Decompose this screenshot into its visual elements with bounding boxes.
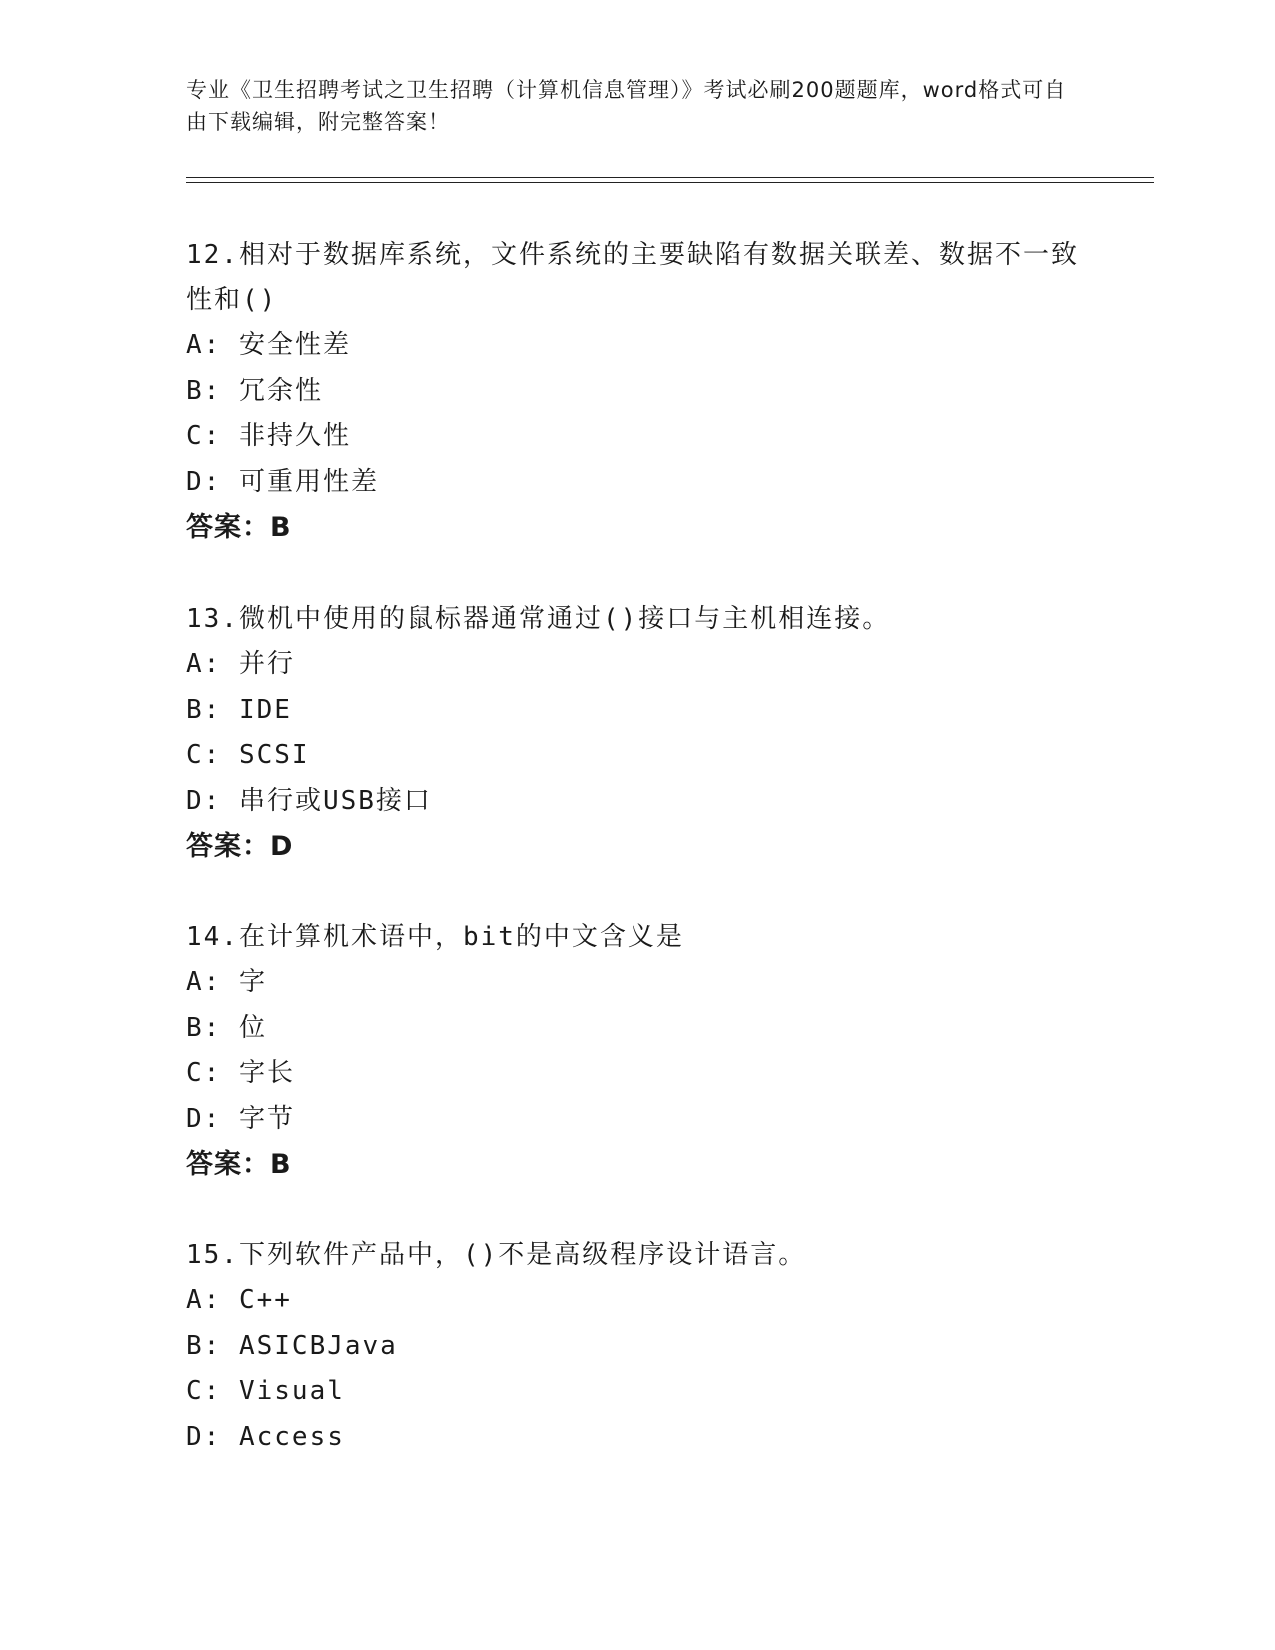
question-stem: 12.相对于数据库系统，文件系统的主要缺陷有数据关联差、数据不一致性和() — [186, 240, 1079, 315]
question-15 — [186, 1233, 1086, 1460]
option-a: A: C++ — [186, 1285, 292, 1315]
option-d: D: 可重用性差 — [186, 466, 379, 497]
question-stem: 14.在计算机术语中，bit的中文含义是 — [186, 922, 684, 952]
option-c: C: 字长 — [186, 1058, 295, 1088]
option-b: B: 冗余性 — [186, 375, 323, 406]
document-header: 专业《卫生招聘考试之卫生招聘（计算机信息管理）》考试必刷200题题库，word格式可自由下载编辑，附完整答案！ — [186, 78, 1067, 134]
answer-label: 答案：D — [186, 831, 294, 862]
option-d: D: Access — [186, 1421, 345, 1452]
question-stem: 13.微机中使用的鼠标器通常通过()接口与主机相连接。 — [186, 604, 891, 634]
question-13 — [186, 597, 1086, 869]
option-d: D: 串行或USB接口 — [186, 785, 432, 816]
answer-label: 答案：B — [186, 512, 292, 543]
option-a: A: 并行 — [186, 649, 295, 679]
option-a: A: 字 — [186, 967, 267, 997]
question-12 — [186, 233, 1086, 550]
option-c: C: Visual — [186, 1376, 345, 1406]
question-stem: 15.下列软件产品中，()不是高级程序设计语言。 — [186, 1240, 807, 1270]
header-divider-bottom — [186, 182, 1154, 183]
option-a: A: 安全性差 — [186, 330, 351, 360]
header-divider-top — [186, 177, 1154, 178]
option-b: B: IDE — [186, 694, 292, 725]
option-b: B: ASICBJava — [186, 1330, 398, 1361]
question-14 — [186, 915, 1086, 1187]
option-c: C: SCSI — [186, 740, 310, 770]
option-b: B: 位 — [186, 1012, 267, 1043]
answer-label: 答案：B — [186, 1149, 292, 1180]
option-c: C: 非持久性 — [186, 421, 351, 451]
option-d: D: 字节 — [186, 1103, 295, 1134]
